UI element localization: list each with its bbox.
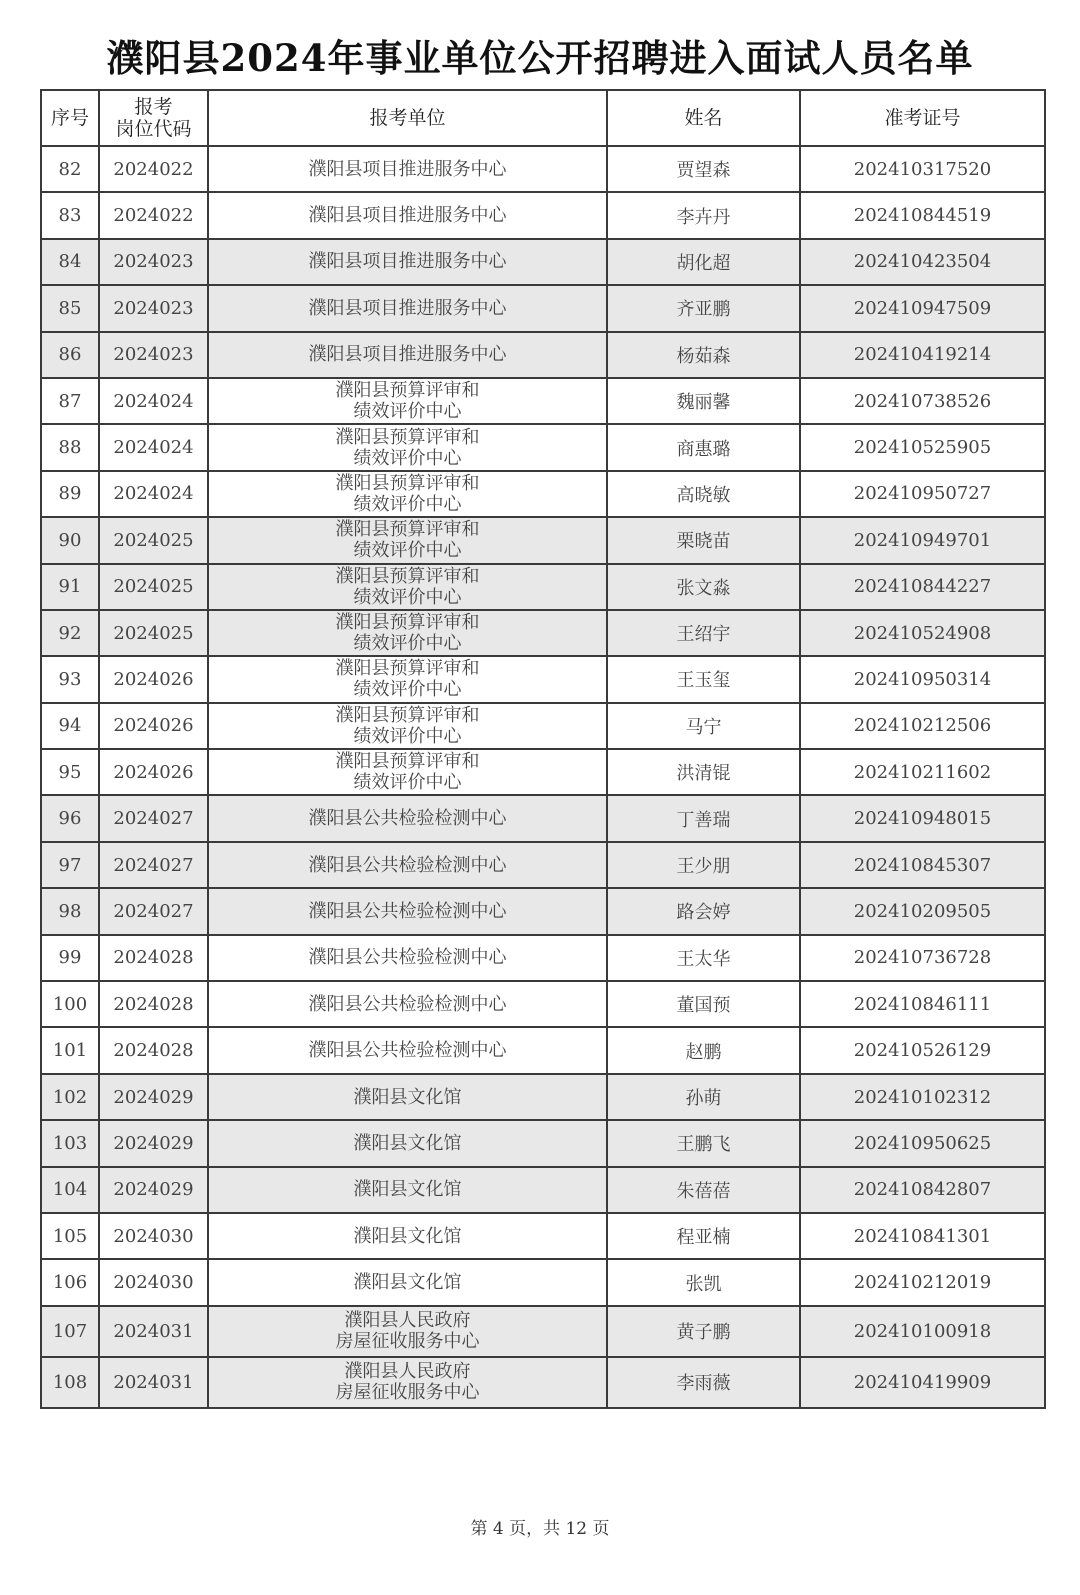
cell-unit-line: 濮阳县文化馆 [353, 1272, 462, 1294]
cell-no: 90 [41, 517, 99, 563]
cell-unit-line: 濮阳县人民政府 [344, 1361, 471, 1383]
cell-position-code: 2024029 [99, 1167, 208, 1213]
table-row [41, 935, 1045, 981]
cell-exam-id: 202410317520 [800, 146, 1045, 192]
cell-unit-line: 濮阳县文化馆 [353, 1086, 462, 1108]
cell-unit-line: 房屋征收服务中心 [335, 1331, 480, 1353]
header-unit: 报考单位 [208, 90, 607, 146]
cell-name: 王少朋 [607, 842, 800, 888]
cell-exam-id: 202410102312 [800, 1074, 1045, 1120]
cell-no: 94 [41, 703, 99, 749]
cell-unit [208, 471, 607, 517]
cell-position-code: 2024028 [99, 981, 208, 1027]
table-row [41, 1306, 1045, 1357]
table-row [41, 1027, 1045, 1073]
cell-unit-line: 濮阳县公共检验检测中心 [308, 808, 507, 830]
cell-position-code: 2024022 [99, 146, 208, 192]
cell-name: 董国预 [607, 981, 800, 1027]
table-row [41, 981, 1045, 1027]
table-row [41, 610, 1045, 656]
cell-position-code: 2024028 [99, 1027, 208, 1073]
table-row [41, 1074, 1045, 1120]
cell-position-code: 2024031 [99, 1306, 208, 1357]
cell-exam-id: 202410950625 [800, 1120, 1045, 1166]
cell-position-code: 2024026 [99, 703, 208, 749]
cell-no: 92 [41, 610, 99, 656]
table-row [41, 146, 1045, 192]
cell-name: 丁善瑞 [607, 795, 800, 841]
cell-no: 101 [41, 1027, 99, 1073]
table-row [41, 192, 1045, 238]
table-row [41, 1167, 1045, 1213]
table-row [41, 564, 1045, 610]
cell-exam-id: 202410845307 [800, 842, 1045, 888]
cell-unit-line: 濮阳县公共检验检测中心 [308, 1040, 507, 1062]
table-row [41, 332, 1045, 378]
header-position-code-line1: 报考 [134, 96, 173, 118]
cell-unit-line: 绩效评价中心 [353, 401, 462, 423]
cell-exam-id: 202410842807 [800, 1167, 1045, 1213]
cell-name: 洪清锟 [607, 749, 800, 795]
cell-unit-line: 濮阳县公共检验检测中心 [308, 993, 507, 1015]
cell-no: 86 [41, 332, 99, 378]
cell-unit [208, 424, 607, 470]
cell-unit-line: 绩效评价中心 [353, 772, 462, 794]
cell-unit-line: 濮阳县文化馆 [353, 1179, 462, 1201]
header-exam-id: 准考证号 [800, 90, 1045, 146]
cell-unit-line: 绩效评价中心 [353, 633, 462, 655]
cell-position-code: 2024024 [99, 378, 208, 424]
table-row [41, 517, 1045, 563]
table-row [41, 842, 1045, 888]
cell-unit-line: 濮阳县人民政府 [344, 1310, 471, 1332]
cell-unit-line: 濮阳县预算评审和 [335, 751, 480, 773]
cell-unit [208, 888, 607, 934]
cell-exam-id: 202410212506 [800, 703, 1045, 749]
cell-name: 李卉丹 [607, 192, 800, 238]
header-no: 序号 [41, 90, 99, 146]
cell-name: 高晓敏 [607, 471, 800, 517]
cell-unit [208, 1167, 607, 1213]
cell-exam-id: 202410948015 [800, 795, 1045, 841]
cell-name: 商惠璐 [607, 424, 800, 470]
cell-exam-id: 202410846111 [800, 981, 1045, 1027]
cell-name: 杨茹森 [607, 332, 800, 378]
cell-unit-line: 濮阳县预算评审和 [335, 612, 480, 634]
table-row [41, 656, 1045, 702]
cell-unit [208, 795, 607, 841]
cell-exam-id: 202410524908 [800, 610, 1045, 656]
table-row [41, 1259, 1045, 1305]
cell-position-code: 2024025 [99, 610, 208, 656]
cell-exam-id: 202410841301 [800, 1213, 1045, 1259]
header-name: 姓名 [607, 90, 800, 146]
cell-exam-id: 202410100918 [800, 1306, 1045, 1357]
cell-no: 82 [41, 146, 99, 192]
cell-position-code: 2024024 [99, 424, 208, 470]
cell-unit-line: 濮阳县预算评审和 [335, 565, 480, 587]
cell-exam-id: 202410419214 [800, 332, 1045, 378]
table-row [41, 424, 1045, 470]
table-row [41, 1213, 1045, 1259]
cell-unit [208, 610, 607, 656]
cell-unit-line: 绩效评价中心 [353, 725, 462, 747]
cell-exam-id: 202410209505 [800, 888, 1045, 934]
cell-name: 孙萌 [607, 1074, 800, 1120]
cell-exam-id: 202410211602 [800, 749, 1045, 795]
cell-unit-line: 濮阳县预算评审和 [335, 658, 480, 680]
cell-no: 84 [41, 239, 99, 285]
cell-unit-line: 濮阳县文化馆 [353, 1132, 462, 1154]
cell-unit [208, 935, 607, 981]
cell-unit [208, 378, 607, 424]
table-header-row [41, 90, 1045, 146]
cell-name: 魏丽馨 [607, 378, 800, 424]
cell-unit-line: 绩效评价中心 [353, 493, 462, 515]
cell-no: 87 [41, 378, 99, 424]
cell-unit [208, 1306, 607, 1357]
cell-position-code: 2024023 [99, 332, 208, 378]
cell-unit-line: 濮阳县预算评审和 [335, 519, 480, 541]
cell-unit-line: 房屋征收服务中心 [335, 1382, 480, 1404]
cell-exam-id: 202410419909 [800, 1357, 1045, 1408]
cell-position-code: 2024030 [99, 1259, 208, 1305]
cell-name: 朱蓓蓓 [607, 1167, 800, 1213]
cell-unit-line: 濮阳县项目推进服务中心 [308, 344, 507, 366]
cell-exam-id: 202410736728 [800, 935, 1045, 981]
cell-unit-line: 绩效评价中心 [353, 586, 462, 608]
cell-no: 89 [41, 471, 99, 517]
cell-unit-line: 濮阳县预算评审和 [335, 472, 480, 494]
cell-no: 88 [41, 424, 99, 470]
cell-exam-id: 202410844519 [800, 192, 1045, 238]
cell-no: 95 [41, 749, 99, 795]
cell-position-code: 2024026 [99, 749, 208, 795]
cell-no: 100 [41, 981, 99, 1027]
cell-unit [208, 146, 607, 192]
cell-unit-line: 濮阳县项目推进服务中心 [308, 297, 507, 319]
cell-unit [208, 1074, 607, 1120]
cell-exam-id: 202410947509 [800, 285, 1045, 331]
cell-unit [208, 332, 607, 378]
cell-unit-line: 绩效评价中心 [353, 540, 462, 562]
cell-no: 105 [41, 1213, 99, 1259]
cell-no: 102 [41, 1074, 99, 1120]
cell-position-code: 2024029 [99, 1074, 208, 1120]
cell-unit [208, 239, 607, 285]
cell-unit [208, 192, 607, 238]
cell-unit-line: 濮阳县文化馆 [353, 1225, 462, 1247]
cell-name: 栗晓苗 [607, 517, 800, 563]
cell-no: 104 [41, 1167, 99, 1213]
table-body [41, 146, 1045, 1408]
table-row [41, 378, 1045, 424]
cell-no: 99 [41, 935, 99, 981]
cell-name: 王绍宇 [607, 610, 800, 656]
cell-unit [208, 1259, 607, 1305]
cell-position-code: 2024023 [99, 239, 208, 285]
cell-name: 张凯 [607, 1259, 800, 1305]
cell-unit-line: 濮阳县预算评审和 [335, 704, 480, 726]
cell-position-code: 2024027 [99, 888, 208, 934]
cell-unit [208, 656, 607, 702]
cell-exam-id: 202410525905 [800, 424, 1045, 470]
cell-unit-line: 绩效评价中心 [353, 447, 462, 469]
cell-unit [208, 517, 607, 563]
table-row [41, 239, 1045, 285]
cell-unit-line: 濮阳县预算评审和 [335, 426, 480, 448]
table-row [41, 749, 1045, 795]
cell-no: 96 [41, 795, 99, 841]
cell-unit [208, 564, 607, 610]
cell-name: 王玉玺 [607, 656, 800, 702]
cell-exam-id: 202410738526 [800, 378, 1045, 424]
table-row [41, 1120, 1045, 1166]
cell-no: 103 [41, 1120, 99, 1166]
page-title: 濮阳县2024年事业单位公开招聘进入面试人员名单 [106, 36, 974, 80]
header-position-code [99, 90, 208, 146]
table-row [41, 285, 1045, 331]
table-row [41, 795, 1045, 841]
cell-no: 83 [41, 192, 99, 238]
cell-unit [208, 842, 607, 888]
cell-position-code: 2024030 [99, 1213, 208, 1259]
cell-unit-line: 濮阳县项目推进服务中心 [308, 251, 507, 273]
cell-position-code: 2024023 [99, 285, 208, 331]
cell-unit-line: 濮阳县公共检验检测中心 [308, 900, 507, 922]
cell-position-code: 2024029 [99, 1120, 208, 1166]
cell-unit-line: 濮阳县项目推进服务中心 [308, 205, 507, 227]
cell-position-code: 2024022 [99, 192, 208, 238]
cell-unit [208, 749, 607, 795]
cell-no: 107 [41, 1306, 99, 1357]
cell-no: 91 [41, 564, 99, 610]
cell-unit-line: 濮阳县公共检验检测中心 [308, 854, 507, 876]
page-footer: 第 4 页，共 12 页 [470, 1519, 610, 1539]
cell-unit [208, 1027, 607, 1073]
cell-no: 106 [41, 1259, 99, 1305]
cell-name: 贾望森 [607, 146, 800, 192]
cell-name: 路会婷 [607, 888, 800, 934]
cell-position-code: 2024027 [99, 795, 208, 841]
cell-no: 108 [41, 1357, 99, 1408]
table-row [41, 703, 1045, 749]
cell-name: 张文淼 [607, 564, 800, 610]
cell-exam-id: 202410844227 [800, 564, 1045, 610]
cell-no: 97 [41, 842, 99, 888]
cell-exam-id: 202410950727 [800, 471, 1045, 517]
cell-unit [208, 1357, 607, 1408]
cell-no: 93 [41, 656, 99, 702]
cell-position-code: 2024031 [99, 1357, 208, 1408]
cell-unit-line: 濮阳县公共检验检测中心 [308, 947, 507, 969]
cell-name: 齐亚鹏 [607, 285, 800, 331]
table-row [41, 888, 1045, 934]
cell-exam-id: 202410423504 [800, 239, 1045, 285]
header-position-code-line2: 岗位代码 [115, 118, 192, 140]
cell-unit-line: 濮阳县项目推进服务中心 [308, 158, 507, 180]
cell-name: 赵鹏 [607, 1027, 800, 1073]
cell-name: 黄子鹏 [607, 1306, 800, 1357]
table-row [41, 1357, 1045, 1408]
cell-position-code: 2024025 [99, 564, 208, 610]
cell-exam-id: 202410212019 [800, 1259, 1045, 1305]
cell-position-code: 2024026 [99, 656, 208, 702]
cell-name: 王鹏飞 [607, 1120, 800, 1166]
cell-name: 马宁 [607, 703, 800, 749]
cell-name: 王太华 [607, 935, 800, 981]
candidate-table [40, 89, 1046, 1409]
cell-unit [208, 1120, 607, 1166]
cell-no: 98 [41, 888, 99, 934]
cell-unit-line: 绩效评价中心 [353, 679, 462, 701]
cell-unit [208, 981, 607, 1027]
cell-exam-id: 202410526129 [800, 1027, 1045, 1073]
cell-name: 李雨薇 [607, 1357, 800, 1408]
table-row [41, 471, 1045, 517]
cell-position-code: 2024028 [99, 935, 208, 981]
cell-position-code: 2024025 [99, 517, 208, 563]
cell-unit [208, 1213, 607, 1259]
cell-position-code: 2024024 [99, 471, 208, 517]
cell-unit-line: 濮阳县预算评审和 [335, 380, 480, 402]
cell-position-code: 2024027 [99, 842, 208, 888]
cell-unit [208, 285, 607, 331]
cell-name: 程亚楠 [607, 1213, 800, 1259]
cell-exam-id: 202410949701 [800, 517, 1045, 563]
cell-exam-id: 202410950314 [800, 656, 1045, 702]
cell-name: 胡化超 [607, 239, 800, 285]
cell-no: 85 [41, 285, 99, 331]
cell-unit [208, 703, 607, 749]
